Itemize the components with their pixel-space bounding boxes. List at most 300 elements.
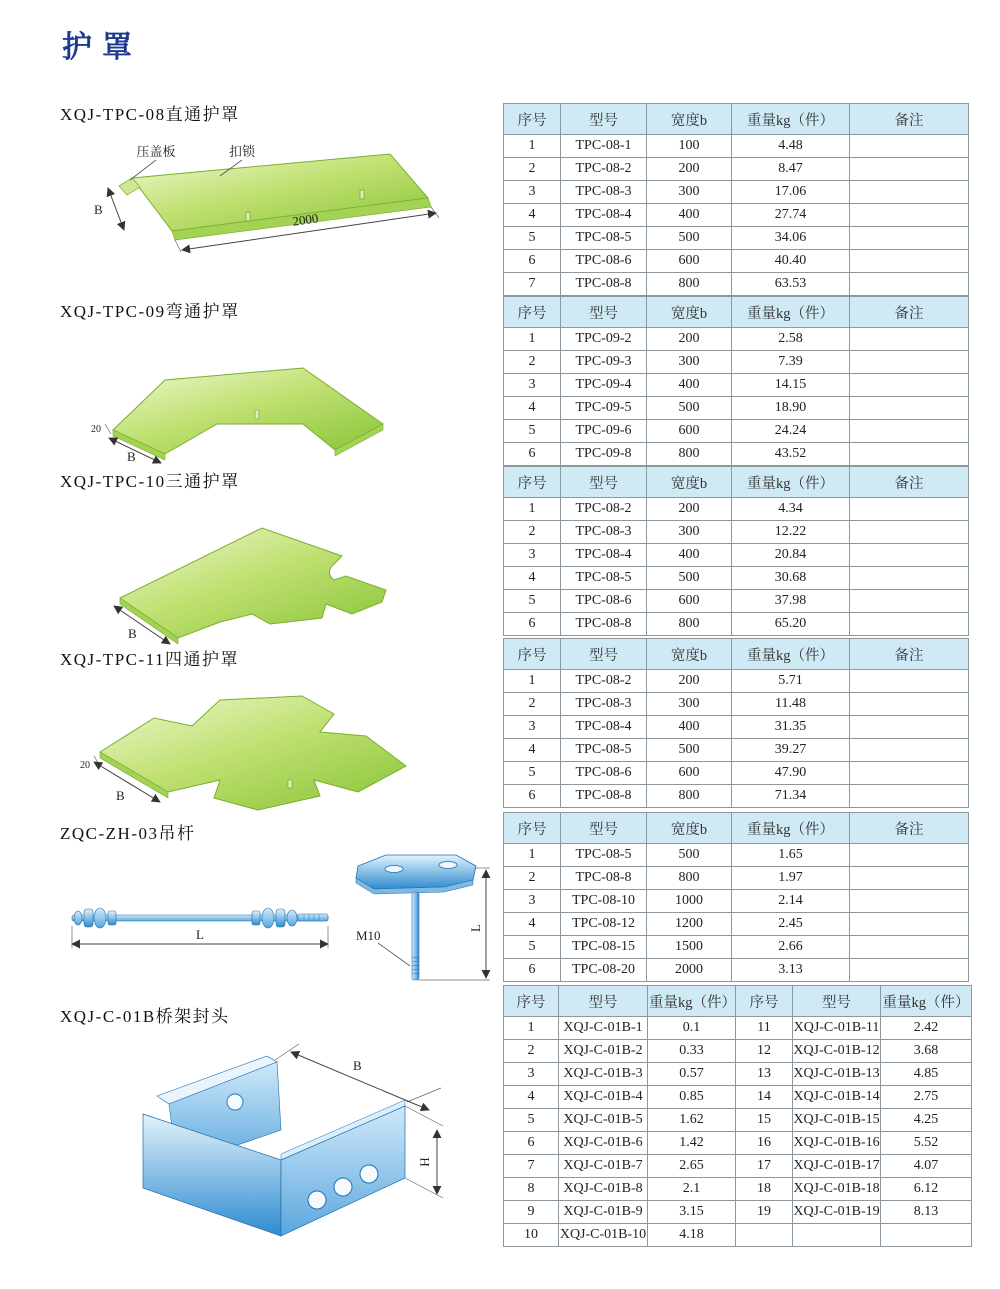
table-cell: [850, 521, 969, 544]
table-cell: 8.13: [881, 1201, 972, 1224]
table-cell: 9: [504, 1201, 559, 1224]
table-cell: 3: [504, 544, 561, 567]
height-dimension-label: 20: [80, 760, 90, 771]
table-cell: XQJ-C-01B-16: [793, 1132, 881, 1155]
table-row: [504, 420, 969, 443]
table-cell: XQJ-C-01B-4: [559, 1086, 648, 1109]
table-cell: XQJ-C-01B-1: [559, 1017, 648, 1040]
width-dimension-label: B: [116, 788, 125, 803]
column-header: 宽度b: [647, 639, 732, 670]
extension-line: [405, 1106, 443, 1126]
table-cell: [850, 227, 969, 250]
table-header-row: [504, 467, 969, 498]
column-header: 序号: [504, 297, 561, 328]
table-cell: 4: [504, 204, 561, 227]
table-cell: 12: [736, 1040, 793, 1063]
table-cell: 6.12: [881, 1178, 972, 1201]
table-row: [504, 785, 969, 808]
table-cell: TPC-08-5: [561, 227, 647, 250]
table-cell: 1: [504, 1017, 559, 1040]
table-cell: 200: [647, 670, 732, 693]
table-cell: 47.90: [732, 762, 850, 785]
table-cell: 5: [504, 590, 561, 613]
table-cell: 43.52: [732, 443, 850, 466]
table-row: [504, 613, 969, 636]
table-cell: 800: [647, 785, 732, 808]
table-cell: 600: [647, 762, 732, 785]
table-cell: 300: [647, 181, 732, 204]
table-cell: 4.07: [881, 1155, 972, 1178]
table-cell: TPC-09-5: [561, 397, 647, 420]
column-header: 备注: [850, 639, 969, 670]
table-cell: [850, 785, 969, 808]
table-cell: [850, 181, 969, 204]
table-cell: 800: [647, 273, 732, 296]
table-cell: XQJ-C-01B-18: [793, 1178, 881, 1201]
table-cell: 34.06: [732, 227, 850, 250]
table-row: [504, 867, 969, 890]
table-cell: 400: [647, 544, 732, 567]
table-cell: 800: [647, 613, 732, 636]
table-row: [504, 913, 969, 936]
table-cell: 500: [647, 567, 732, 590]
table-cell: [850, 959, 969, 982]
section-heading-tpc11: XQJ-TPC-11四通护罩: [60, 650, 240, 669]
table-row: [504, 204, 969, 227]
table-cell: 16: [736, 1132, 793, 1155]
table-cell: 300: [647, 351, 732, 374]
table-cell: 5: [504, 762, 561, 785]
table-cell: 5: [504, 936, 561, 959]
elbow-cover-shape: [113, 368, 383, 460]
column-header: 备注: [850, 467, 969, 498]
section-heading-zh03: ZQC-ZH-03吊杆: [60, 824, 196, 843]
column-header: 宽度b: [647, 467, 732, 498]
table-cell: 4: [504, 739, 561, 762]
table-cell: [850, 762, 969, 785]
table-cell: 2000: [647, 959, 732, 982]
table-cell: [850, 590, 969, 613]
diagram-tee-cover: [70, 506, 430, 651]
column-header: 序号: [736, 986, 793, 1017]
table-cell: 2.45: [732, 913, 850, 936]
column-header: 序号: [504, 104, 561, 135]
table-header-row: [504, 813, 969, 844]
table-cell: TPC-08-5: [561, 567, 647, 590]
column-header: 宽度b: [647, 104, 732, 135]
table-cell: 2: [504, 521, 561, 544]
column-header: 型号: [561, 639, 647, 670]
table-cell: 20.84: [732, 544, 850, 567]
width-dimension-label: B: [127, 449, 136, 464]
table-header-row: [504, 104, 969, 135]
table-cell: [850, 328, 969, 351]
table-cell: 65.20: [732, 613, 850, 636]
table-cell: XQJ-C-01B-11: [793, 1017, 881, 1040]
table-row: [504, 567, 969, 590]
table-cell: 27.74: [732, 204, 850, 227]
table-cell: TPC-08-4: [561, 204, 647, 227]
table-row: [504, 716, 969, 739]
column-header: 重量kg（件）: [732, 104, 850, 135]
table-row: [504, 181, 969, 204]
table-cell: XQJ-C-01B-9: [559, 1201, 648, 1224]
table-row: [504, 1155, 972, 1178]
table-cell: [850, 420, 969, 443]
table-cell: 600: [647, 250, 732, 273]
table-cell: [850, 204, 969, 227]
table-cell: 800: [647, 443, 732, 466]
table-cell: 17.06: [732, 181, 850, 204]
table-cell: 3: [504, 890, 561, 913]
diagram-hanger-rod: [56, 836, 496, 996]
table-cell: 7: [504, 1155, 559, 1178]
table-cell: [850, 613, 969, 636]
table-cell: TPC-09-4: [561, 374, 647, 397]
table-cell: 2.1: [648, 1178, 736, 1201]
table-cell: 4: [504, 1086, 559, 1109]
table-cell: 6: [504, 785, 561, 808]
table-cell: 600: [647, 420, 732, 443]
table-cell: 300: [647, 693, 732, 716]
table-cell: [850, 716, 969, 739]
table-cell: 1: [504, 670, 561, 693]
table-cell: 6: [504, 443, 561, 466]
extension-line: [275, 1044, 299, 1060]
diagram-elbow-cover: [65, 342, 425, 467]
column-header: 重量kg（件）: [732, 639, 850, 670]
table-row: [504, 670, 969, 693]
column-header: 重量kg（件）: [732, 813, 850, 844]
table-cell: [850, 567, 969, 590]
table-cell: 400: [647, 716, 732, 739]
table-row: [504, 1040, 972, 1063]
column-header: 序号: [504, 639, 561, 670]
table-cell: 3.13: [732, 959, 850, 982]
table-row: [504, 739, 969, 762]
table-cell: 10: [504, 1224, 559, 1247]
table-row: [504, 1201, 972, 1224]
table-cell: [850, 913, 969, 936]
table-cell: TPC-08-8: [561, 785, 647, 808]
table-row: [504, 1132, 972, 1155]
table-cell: TPC-08-1: [561, 135, 647, 158]
table-cell: 2: [504, 693, 561, 716]
table-cell: 5: [504, 227, 561, 250]
table-cell: 1.62: [648, 1109, 736, 1132]
column-header: 备注: [850, 104, 969, 135]
table-row: [504, 936, 969, 959]
table-header-row: [504, 986, 972, 1017]
table-cell: 2.42: [881, 1017, 972, 1040]
table-cell: 19: [736, 1201, 793, 1224]
table-cell: [850, 158, 969, 181]
table-cell: [881, 1224, 972, 1247]
column-header: 序号: [504, 467, 561, 498]
table-cell: 800: [647, 867, 732, 890]
column-header: 型号: [561, 104, 647, 135]
table-cell: 3: [504, 181, 561, 204]
table-cell: TPC-08-6: [561, 250, 647, 273]
extension-line: [105, 424, 111, 434]
table-cell: 2: [504, 1040, 559, 1063]
table-cell: [850, 867, 969, 890]
spec-table-cross-cover: [503, 638, 969, 808]
table-cell: XQJ-C-01B-8: [559, 1178, 648, 1201]
table-cell: 0.1: [648, 1017, 736, 1040]
column-header: 重量kg（件）: [732, 467, 850, 498]
table-cell: TPC-08-4: [561, 544, 647, 567]
table-cell: 400: [647, 204, 732, 227]
table-cell: 6: [504, 959, 561, 982]
table-row: [504, 135, 969, 158]
spec-table-end-cap: [503, 985, 972, 1247]
table-cell: 24.24: [732, 420, 850, 443]
table-row: [504, 762, 969, 785]
table-cell: 6: [504, 250, 561, 273]
length-dimension-label: L: [196, 927, 204, 942]
table-cell: 0.85: [648, 1086, 736, 1109]
table-cell: 3.68: [881, 1040, 972, 1063]
table-cell: 5: [504, 420, 561, 443]
table-cell: 4.34: [732, 498, 850, 521]
table-row: [504, 1017, 972, 1040]
table-cell: TPC-08-2: [561, 158, 647, 181]
diagram-straight-cover: [60, 136, 460, 291]
straight-cover-shape: [119, 154, 431, 240]
table-cell: 30.68: [732, 567, 850, 590]
section-heading-tpc08: XQJ-TPC-08直通护罩: [60, 105, 240, 124]
spec-table-straight-cover: [503, 103, 969, 296]
table-cell: 18: [736, 1178, 793, 1201]
hanger-rod-vertical: [356, 855, 476, 980]
hanger-rod-horizontal: [72, 908, 328, 928]
table-cell: 0.33: [648, 1040, 736, 1063]
table-row: [504, 844, 969, 867]
table-cell: 2: [504, 351, 561, 374]
table-cell: TPC-08-3: [561, 521, 647, 544]
table-cell: 5.52: [881, 1132, 972, 1155]
table-cell: 14: [736, 1086, 793, 1109]
column-header: 重量kg（件）: [648, 986, 736, 1017]
table-cell: [850, 351, 969, 374]
table-cell: 1500: [647, 936, 732, 959]
column-header: 型号: [793, 986, 881, 1017]
table-header-row: [504, 297, 969, 328]
diagram-cross-cover: [62, 680, 442, 822]
table-cell: TPC-08-5: [561, 844, 647, 867]
section-heading-tpc10: XQJ-TPC-10三通护罩: [60, 472, 240, 491]
table-cell: 1: [504, 498, 561, 521]
table-row: [504, 521, 969, 544]
table-cell: 500: [647, 397, 732, 420]
extension-line: [175, 240, 181, 252]
table-cell: TPC-08-4: [561, 716, 647, 739]
width-dimension-label: B: [94, 202, 103, 217]
table-cell: TPC-08-6: [561, 590, 647, 613]
section-heading-c01b: XQJ-C-01B桥架封头: [60, 1007, 230, 1026]
column-header: 型号: [559, 986, 648, 1017]
table-cell: 4.85: [881, 1063, 972, 1086]
leader-line: [378, 943, 410, 966]
table-row: [504, 227, 969, 250]
table-cell: TPC-08-2: [561, 498, 647, 521]
extension-line: [431, 207, 439, 218]
table-cell: [850, 443, 969, 466]
table-cell: XQJ-C-01B-12: [793, 1040, 881, 1063]
table-cell: 500: [647, 227, 732, 250]
table-row: [504, 273, 969, 296]
table-cell: 4.18: [648, 1224, 736, 1247]
table-cell: [850, 544, 969, 567]
table-cell: 500: [647, 844, 732, 867]
table-cell: XQJ-C-01B-5: [559, 1109, 648, 1132]
table-cell: 37.98: [732, 590, 850, 613]
table-row: [504, 959, 969, 982]
table-row: [504, 250, 969, 273]
table-cell: XQJ-C-01B-14: [793, 1086, 881, 1109]
table-cell: [850, 273, 969, 296]
extension-line: [407, 1088, 441, 1102]
table-row: [504, 158, 969, 181]
table-cell: 6: [504, 613, 561, 636]
table-cell: [850, 397, 969, 420]
table-cell: TPC-08-2: [561, 670, 647, 693]
column-header: 型号: [561, 813, 647, 844]
lock-label: 扣锁: [228, 144, 256, 159]
table-cell: 2.14: [732, 890, 850, 913]
section-heading-tpc09: XQJ-TPC-09弯通护罩: [60, 302, 240, 321]
table-cell: XQJ-C-01B-6: [559, 1132, 648, 1155]
table-cell: 1000: [647, 890, 732, 913]
table-cell: TPC-08-8: [561, 273, 647, 296]
table-cell: XQJ-C-01B-3: [559, 1063, 648, 1086]
table-row: [504, 1086, 972, 1109]
table-row: [504, 693, 969, 716]
column-header: 序号: [504, 986, 559, 1017]
table-cell: 12.22: [732, 521, 850, 544]
table-cell: 200: [647, 158, 732, 181]
table-cell: 1.42: [648, 1132, 736, 1155]
table-cell: [793, 1224, 881, 1247]
table-cell: 1.65: [732, 844, 850, 867]
table-row: [504, 498, 969, 521]
table-cell: XQJ-C-01B-19: [793, 1201, 881, 1224]
table-cell: 11.48: [732, 693, 850, 716]
table-cell: [850, 135, 969, 158]
table-cell: 200: [647, 498, 732, 521]
table-cell: TPC-09-3: [561, 351, 647, 374]
table-row: [504, 1109, 972, 1132]
width-dimension-label: B: [128, 626, 137, 641]
column-header: 宽度b: [647, 297, 732, 328]
table-cell: TPC-08-8: [561, 613, 647, 636]
table-cell: 4: [504, 397, 561, 420]
table-cell: 1: [504, 844, 561, 867]
spec-table-hanger-rod: [503, 812, 969, 982]
table-cell: XQJ-C-01B-10: [559, 1224, 648, 1247]
column-header: 序号: [504, 813, 561, 844]
diagram-end-cap: [85, 1030, 475, 1245]
table-row: [504, 544, 969, 567]
table-row: [504, 1178, 972, 1201]
column-header: 重量kg（件）: [881, 986, 972, 1017]
table-row: [504, 1063, 972, 1086]
table-cell: XQJ-C-01B-15: [793, 1109, 881, 1132]
table-cell: [850, 498, 969, 521]
table-cell: TPC-08-6: [561, 762, 647, 785]
extension-line: [94, 756, 100, 766]
table-cell: TPC-08-10: [561, 890, 647, 913]
table-cell: 2.65: [648, 1155, 736, 1178]
column-header: 型号: [561, 467, 647, 498]
table-cell: TPC-08-5: [561, 739, 647, 762]
table-row: [504, 1224, 972, 1247]
table-cell: XQJ-C-01B-13: [793, 1063, 881, 1086]
table-cell: TPC-09-8: [561, 443, 647, 466]
column-header: 备注: [850, 813, 969, 844]
spec-table-tee-cover: [503, 466, 969, 636]
table-cell: TPC-08-8: [561, 867, 647, 890]
width-dimension-line: [108, 188, 124, 230]
table-header-row: [504, 639, 969, 670]
table-cell: 8: [504, 1178, 559, 1201]
table-cell: 600: [647, 590, 732, 613]
table-cell: 400: [647, 374, 732, 397]
table-row: [504, 590, 969, 613]
table-cell: 500: [647, 739, 732, 762]
table-cell: 200: [647, 328, 732, 351]
table-cell: 0.57: [648, 1063, 736, 1086]
spec-table-elbow-cover: [503, 296, 969, 466]
height-dimension-label: H: [417, 1157, 432, 1167]
table-cell: 4: [504, 913, 561, 936]
table-row: [504, 890, 969, 913]
table-cell: [850, 250, 969, 273]
table-cell: [850, 936, 969, 959]
cover-plate-label: 压盖板: [136, 144, 176, 159]
table-cell: 4: [504, 567, 561, 590]
table-cell: 8.47: [732, 158, 850, 181]
table-cell: 1200: [647, 913, 732, 936]
table-cell: 31.35: [732, 716, 850, 739]
table-cell: 14.15: [732, 374, 850, 397]
page-title: 护罩: [62, 31, 142, 64]
table-cell: 7: [504, 273, 561, 296]
table-cell: 3: [504, 716, 561, 739]
table-cell: 4.25: [881, 1109, 972, 1132]
table-cell: XQJ-C-01B-17: [793, 1155, 881, 1178]
width-dimension-label: B: [353, 1058, 362, 1073]
table-row: [504, 328, 969, 351]
table-cell: 39.27: [732, 739, 850, 762]
table-cell: 40.40: [732, 250, 850, 273]
table-row: [504, 443, 969, 466]
height-dimension-label: 20: [91, 424, 101, 435]
table-cell: 5: [504, 1109, 559, 1132]
table-cell: 2: [504, 158, 561, 181]
table-cell: XQJ-C-01B-2: [559, 1040, 648, 1063]
table-cell: [850, 693, 969, 716]
table-cell: 2.66: [732, 936, 850, 959]
table-cell: 15: [736, 1109, 793, 1132]
table-cell: [850, 739, 969, 762]
vertical-length-dimension-label: L: [468, 924, 483, 932]
table-cell: 7.39: [732, 351, 850, 374]
table-cell: [850, 374, 969, 397]
table-cell: [850, 670, 969, 693]
column-header: 型号: [561, 297, 647, 328]
